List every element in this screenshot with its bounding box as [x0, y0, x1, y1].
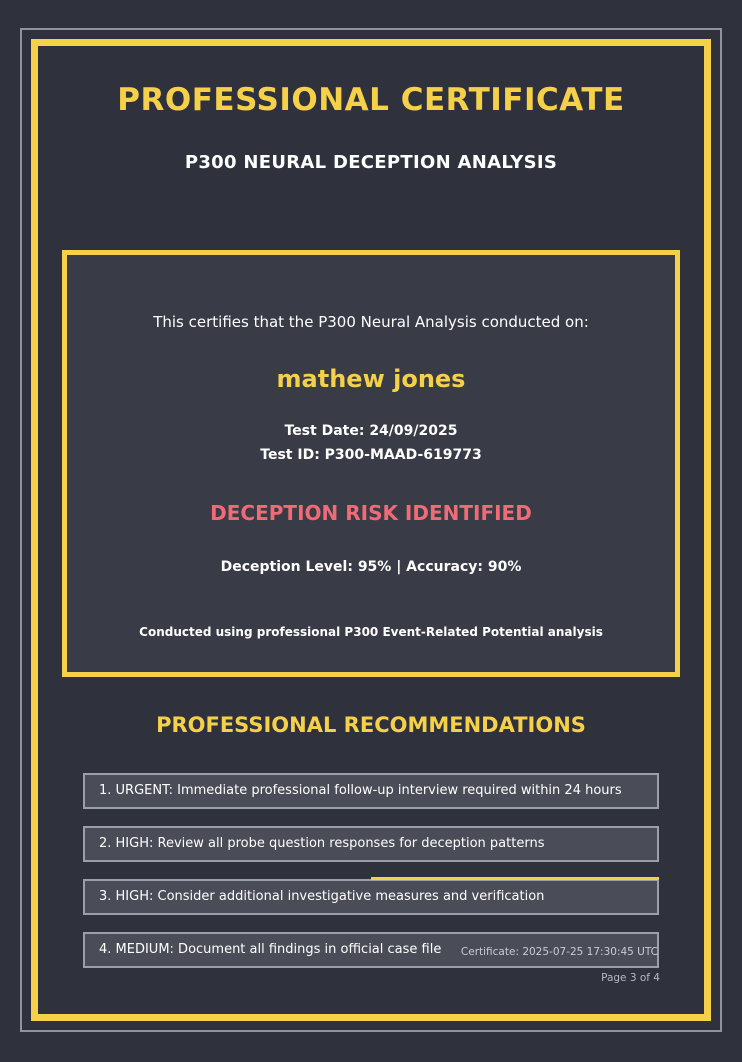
list-item: 3. HIGH: Consider additional investigative measures and verification	[83, 879, 659, 915]
page-title: PROFESSIONAL CERTIFICATE	[117, 82, 625, 118]
test-date: Test Date: 24/09/2025	[284, 423, 458, 439]
list-item: 2. HIGH: Review all probe question responses for deception patterns	[83, 826, 659, 862]
recommendations-heading: PROFESSIONAL RECOMMENDATIONS	[156, 713, 586, 737]
list-item: 1. URGENT: Immediate professional follow-up interview required within 24 hours	[83, 773, 659, 809]
status-badge: DECEPTION RISK IDENTIFIED	[210, 501, 532, 525]
page-number: Page 3 of 4	[601, 972, 660, 984]
certificate-content	[50, 58, 692, 1002]
certifies-statement: This certifies that the P300 Neural Analysis conducted on:	[153, 313, 589, 331]
deception-accuracy-levels: Deception Level: 95% | Accuracy: 90%	[220, 559, 522, 575]
subject-name: mathew jones	[276, 365, 466, 393]
certificate-timestamp: Certificate: 2025-07-25 17:30:45 UTC	[460, 946, 658, 958]
certificate-body-panel	[62, 250, 680, 677]
test-id: Test ID: P300-MAAD-619773	[260, 447, 482, 463]
list-item: 4. MEDIUM: Document all findings in official case file	[83, 932, 659, 968]
page-subtitle: P300 NEURAL DECEPTION ANALYSIS	[184, 152, 558, 173]
methodology-note: Conducted using professional P300 Event-Related Potential analysis	[139, 625, 603, 639]
